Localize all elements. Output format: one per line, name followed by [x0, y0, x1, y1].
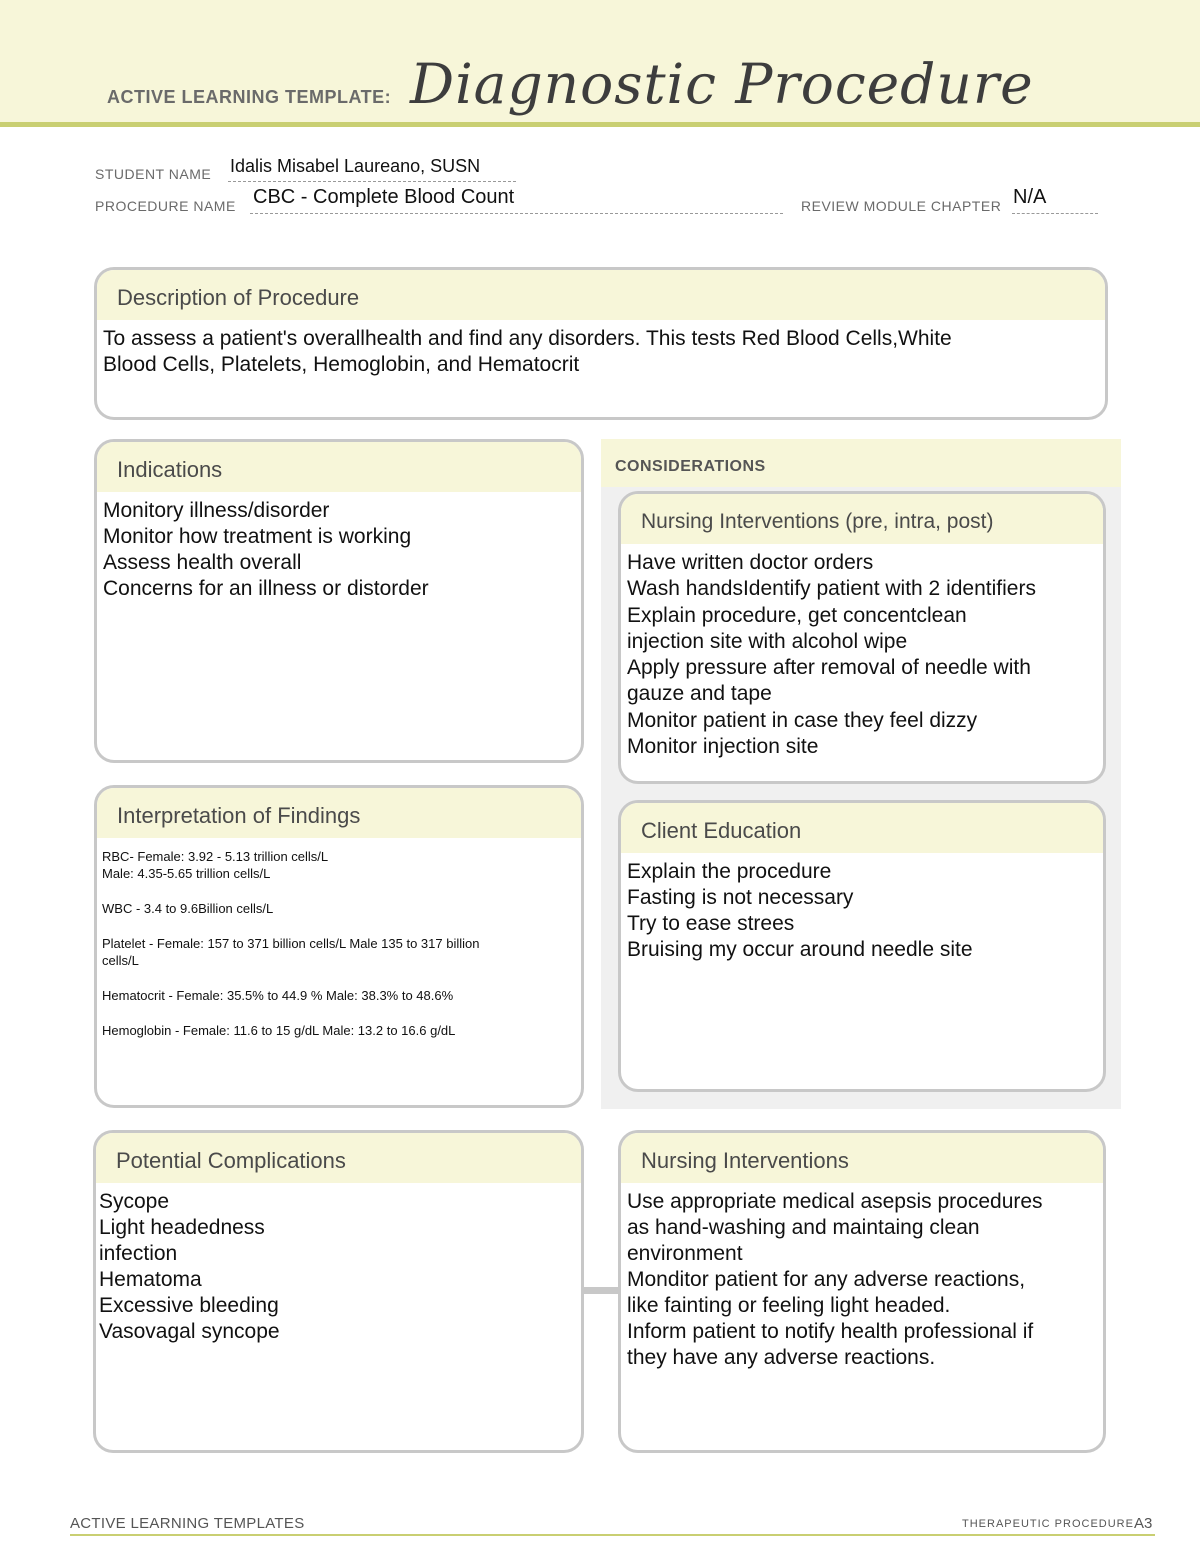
- nursing-intervention-line: gauze and tape: [627, 682, 772, 706]
- procedure-name-value[interactable]: CBC - Complete Blood Count: [253, 186, 515, 208]
- complications-connector: [584, 1287, 620, 1294]
- student-name-value[interactable]: Idalis Misabel Laureano, SUSN: [230, 156, 481, 176]
- nursing-interventions-line: Use appropriate medical asepsis procedures: [627, 1190, 1043, 1213]
- complication-line: Excessive bleeding: [99, 1294, 279, 1317]
- nursing-interventions-prepost-body[interactable]: [621, 544, 1103, 760]
- client-education-card: [618, 800, 1106, 1092]
- nursing-intervention-line: Apply pressure after removal of needle with: [627, 656, 1031, 680]
- interpretation-body[interactable]: [97, 838, 581, 1039]
- interpretation-line: RBC- Female: 3.92 - 5.13 trillion cells/L: [102, 849, 329, 864]
- nursing-interventions-line: Inform patient to notify health professional if: [627, 1320, 1034, 1343]
- interpretation-card: [94, 785, 584, 1108]
- client-education-title: Client Education: [621, 803, 1103, 853]
- procedure-name-label: PROCEDURE NAME: [95, 198, 236, 214]
- interpretation-line: WBC - 3.4 to 9.6Billion cells/L: [102, 901, 274, 916]
- interpretation-line: Hemoglobin - Female: 11.6 to 15 g/dL Male: 13.2 to 16.6 g/dL: [102, 1023, 456, 1038]
- complication-line: Vasovagal syncope: [99, 1320, 280, 1343]
- description-card: [94, 267, 1108, 420]
- interpretation-wbc: [102, 900, 573, 917]
- student-name-line: [228, 181, 516, 182]
- nursing-interventions-line: Monditor patient for any adverse reactions,: [627, 1268, 1026, 1291]
- description-line: Blood Cells, Platelets, Hemoglobin, and Hematocrit: [103, 353, 580, 376]
- nursing-intervention-line: Have written doctor orders: [627, 551, 874, 574]
- student-name-label: STUDENT NAME: [95, 166, 212, 182]
- indications-line: Concerns for an illness or distorder: [103, 577, 429, 600]
- footer-section: THERAPEUTIC PROCEDURE: [962, 1518, 1134, 1530]
- review-module-line: [1012, 213, 1098, 214]
- client-education-line: Explain the procedure: [627, 860, 832, 883]
- nursing-intervention-line: Monitor patient in case they feel dizzy: [627, 708, 978, 732]
- page-number: A3: [1134, 1515, 1153, 1532]
- description-body[interactable]: [97, 320, 1105, 378]
- complication-line: infection: [99, 1242, 178, 1265]
- nursing-interventions-line: as hand-washing and maintaing clean: [627, 1216, 980, 1239]
- footer-rule: [70, 1534, 1155, 1536]
- review-module-value[interactable]: N/A: [1013, 186, 1047, 208]
- interpretation-hematocrit: [102, 987, 573, 1004]
- review-module-label: REVIEW MODULE CHAPTER: [801, 198, 1002, 214]
- header-rule: [0, 122, 1200, 127]
- interpretation-line: Male: 4.35-5.65 trillion cells/L: [102, 866, 271, 881]
- complication-line: Hematoma: [99, 1268, 202, 1291]
- indications-line: Monitory illness/disorder: [103, 499, 330, 522]
- nursing-intervention-line: injection site with alcohol wipe: [627, 629, 908, 653]
- indications-card: [94, 439, 584, 763]
- nursing-interventions-prepost-title: Nursing Interventions (pre, intra, post): [621, 494, 1103, 544]
- nursing-interventions-body[interactable]: [621, 1183, 1103, 1371]
- nursing-interventions-line: like fainting or feeling light headed.: [627, 1294, 951, 1317]
- description-line: To assess a patient's overallhealth and find any disorders. This tests Red Blood Cells,White: [103, 327, 952, 350]
- interpretation-hemoglobin: [102, 1022, 573, 1039]
- complications-card: [93, 1130, 584, 1453]
- considerations-title: CONSIDERATIONS: [615, 458, 766, 475]
- interpretation-title: Interpretation of Findings: [97, 788, 581, 838]
- complication-line: Sycope: [99, 1190, 170, 1213]
- nursing-interventions-line: environment: [627, 1242, 743, 1265]
- interpretation-rbc: [102, 848, 573, 882]
- client-education-line: Fasting is not necessary: [627, 886, 854, 909]
- nursing-interventions-prepost-card: [618, 491, 1106, 784]
- template-label: ACTIVE LEARNING TEMPLATE:: [107, 87, 392, 107]
- client-education-body[interactable]: [621, 853, 1103, 963]
- indications-line: Monitor how treatment is working: [103, 525, 412, 548]
- nursing-interventions-card: [618, 1130, 1106, 1453]
- nursing-intervention-line: Wash handsIdentify patient with 2 identifiers: [627, 577, 1036, 601]
- interpretation-line: cells/L: [102, 953, 139, 968]
- template-title: Diagnostic Procedure: [410, 52, 1034, 116]
- interpretation-platelet: [102, 935, 573, 969]
- complication-line: Light headedness: [99, 1216, 265, 1239]
- complications-body[interactable]: [96, 1183, 581, 1345]
- interpretation-line: Platelet - Female: 157 to 371 billion cells/L Male 135 to 317 billion: [102, 936, 480, 951]
- interpretation-line: Hematocrit - Female: 35.5% to 44.9 % Male: 38.3% to 48.6%: [102, 988, 454, 1003]
- nursing-interventions-line: they have any adverse reactions.: [627, 1346, 936, 1369]
- description-title: Description of Procedure: [97, 270, 1105, 320]
- client-education-line: Try to ease strees: [627, 912, 795, 935]
- indications-title: Indications: [97, 442, 581, 492]
- indications-body[interactable]: [97, 492, 581, 602]
- nursing-intervention-line: Monitor injection site: [627, 735, 819, 759]
- nursing-interventions-title: Nursing Interventions: [621, 1133, 1103, 1183]
- client-education-line: Bruising my occur around needle site: [627, 938, 973, 961]
- nursing-intervention-line: Explain procedure, get concentclean: [627, 603, 967, 627]
- footer-title: ACTIVE LEARNING TEMPLATES: [70, 1515, 305, 1532]
- procedure-name-line: [250, 213, 783, 214]
- indications-line: Assess health overall: [103, 551, 302, 574]
- complications-title: Potential Complications: [96, 1133, 581, 1183]
